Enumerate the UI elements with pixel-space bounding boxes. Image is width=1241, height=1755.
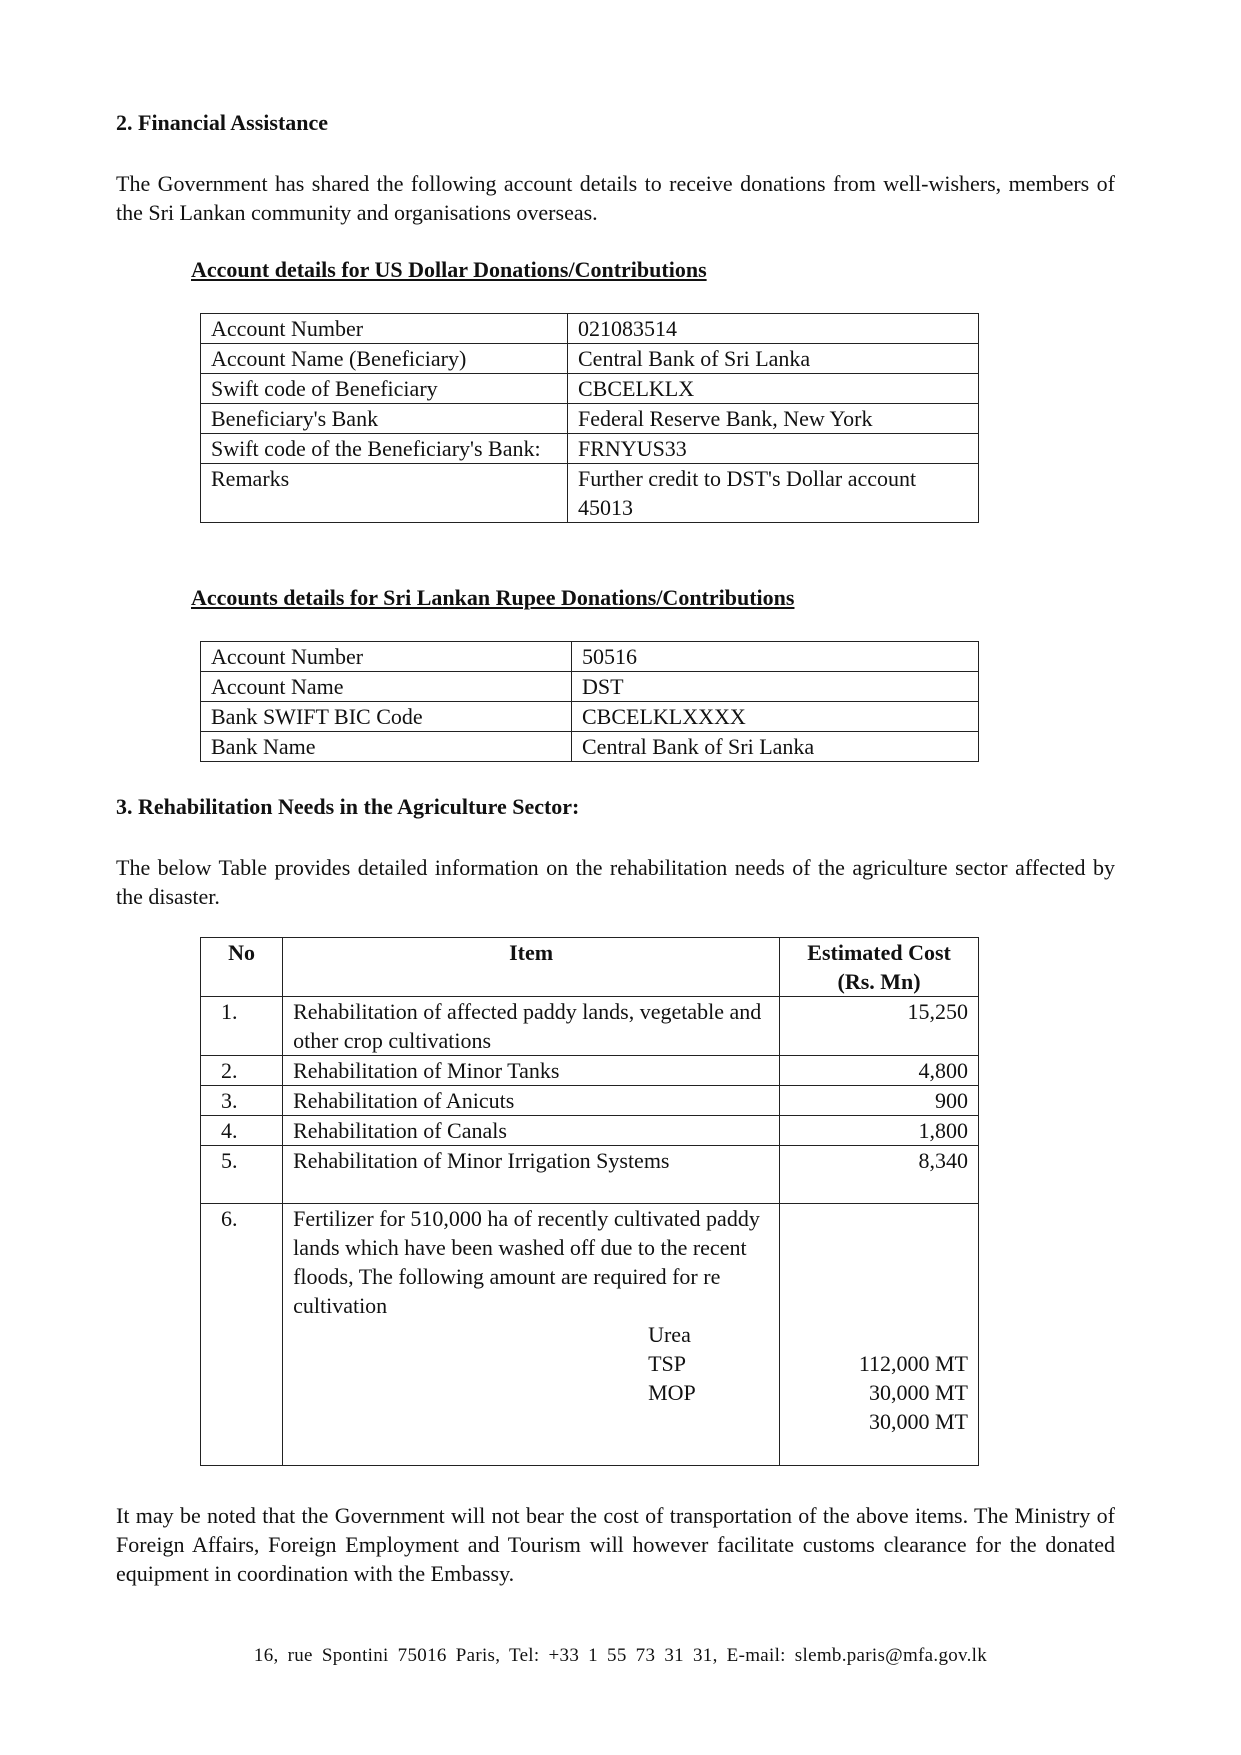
row-label: Swift code of the Beneficiary's Bank: — [201, 434, 568, 464]
table-row — [201, 1056, 979, 1086]
fertilizer-item — [293, 1320, 769, 1349]
row-label: Account Name — [201, 672, 572, 702]
row-cost: 15,250 — [780, 997, 979, 1056]
table-row — [201, 702, 979, 732]
table-row — [201, 1086, 979, 1116]
row-label: Bank Name — [201, 732, 572, 762]
row-label: Account Number — [201, 642, 572, 672]
section-3-intro: The below Table provides detailed information on the rehabilitation needs of the agriculture sector affected by the disaster. — [116, 855, 1115, 909]
row-item: Rehabilitation of Minor Tanks — [283, 1056, 780, 1086]
row-item: Rehabilitation of Minor Irrigation Systems — [283, 1146, 780, 1204]
section-2-heading: 2. Financial Assistance — [116, 110, 329, 135]
table-row — [201, 374, 979, 404]
closing-note: It may be noted that the Government will not bear the cost of transportation of the above items. The Ministry of Foreign Affairs, Foreign Employment and Tourism will however facilitate customs clearance for the donated equipment in coordination with the Embassy. — [116, 1503, 1115, 1586]
row-label: Remarks — [201, 464, 568, 523]
row-no: 3. — [201, 1086, 283, 1116]
row-value: 50516 — [572, 642, 979, 672]
row-item: Rehabilitation of Anicuts — [283, 1086, 780, 1116]
row-no: 2. — [201, 1056, 283, 1086]
row-cost: 4,800 — [780, 1056, 979, 1086]
row-cost: 8,340 — [780, 1146, 979, 1204]
row-label: Account Number — [201, 314, 568, 344]
row-cost: 900 — [780, 1086, 979, 1116]
table-row — [201, 1116, 979, 1146]
row-value: Federal Reserve Bank, New York — [568, 404, 979, 434]
table-row — [201, 404, 979, 434]
row-value: CBCELKLXXXX — [572, 702, 979, 732]
table-row — [201, 1146, 979, 1204]
row-label: Swift code of Beneficiary — [201, 374, 568, 404]
usd-accounts-title: Account details for US Dollar Donations/Contributions — [191, 257, 707, 282]
table-row — [201, 672, 979, 702]
row-label: Beneficiary's Bank — [201, 404, 568, 434]
header-no: No — [201, 938, 283, 997]
row-item: Rehabilitation of affected paddy lands, vegetable and other crop cultivations — [283, 997, 780, 1056]
footer-address: 16, rue Spontini 75016 Paris, Tel: +33 1 55 73 31 31, E-mail: slemb.paris@mfa.gov.lk — [253, 1645, 988, 1666]
row-cost: 1,800 — [780, 1116, 979, 1146]
row-no: 5. — [201, 1146, 283, 1204]
row-cost — [780, 1204, 979, 1466]
row-item: Rehabilitation of Canals — [283, 1116, 780, 1146]
fertilizer-name: TSP — [648, 1351, 687, 1376]
table-row — [201, 434, 979, 464]
header-item: Item — [283, 938, 780, 997]
row-value: Further credit to DST's Dollar account 45013 — [568, 464, 979, 523]
table-row — [201, 344, 979, 374]
fertilizer-name: Urea — [648, 1322, 691, 1347]
table-row — [201, 997, 979, 1056]
row-label: Bank SWIFT BIC Code — [201, 702, 572, 732]
fertilizer-name: MOP — [648, 1380, 696, 1405]
lkr-accounts-table — [200, 641, 979, 762]
row-item — [283, 1204, 780, 1466]
table-row — [201, 642, 979, 672]
table-row — [201, 314, 979, 344]
row-no: 6. — [201, 1204, 283, 1466]
table-row — [201, 464, 979, 523]
header-cost: Estimated Cost (Rs. Mn) — [780, 938, 979, 997]
row-value: 021083514 — [568, 314, 979, 344]
section-3-heading: 3. Rehabilitation Needs in the Agriculture Sector: — [116, 794, 580, 819]
table-header-row — [201, 938, 979, 997]
table-row-fertilizer — [201, 1204, 979, 1466]
row-label: Account Name (Beneficiary) — [201, 344, 568, 374]
fertilizer-qty: 30,000 MT — [869, 1409, 968, 1434]
agriculture-needs-table — [200, 937, 979, 1466]
fertilizer-description: Fertilizer for 510,000 ha of recently cultivated paddy lands which have been washed off due to the recent floods, The following amount are required for re cultivation — [293, 1206, 760, 1318]
row-value: DST — [572, 672, 979, 702]
row-value: CBCELKLX — [568, 374, 979, 404]
section-2-intro: The Government has shared the following account details to receive donations from well-wishers, members of the Sri Lankan community and organisations overseas. — [116, 171, 1115, 225]
usd-accounts-table — [200, 313, 979, 523]
lkr-accounts-title: Accounts details for Sri Lankan Rupee Donations/Contributions — [191, 585, 795, 610]
fertilizer-qty: 112,000 MT — [858, 1351, 968, 1376]
row-no: 4. — [201, 1116, 283, 1146]
row-no: 1. — [201, 997, 283, 1056]
fertilizer-qty: 30,000 MT — [869, 1380, 968, 1405]
table-row — [201, 732, 979, 762]
fertilizer-item — [293, 1349, 769, 1378]
row-value: FRNYUS33 — [568, 434, 979, 464]
row-value: Central Bank of Sri Lanka — [568, 344, 979, 374]
row-value: Central Bank of Sri Lanka — [572, 732, 979, 762]
fertilizer-item — [293, 1378, 769, 1407]
